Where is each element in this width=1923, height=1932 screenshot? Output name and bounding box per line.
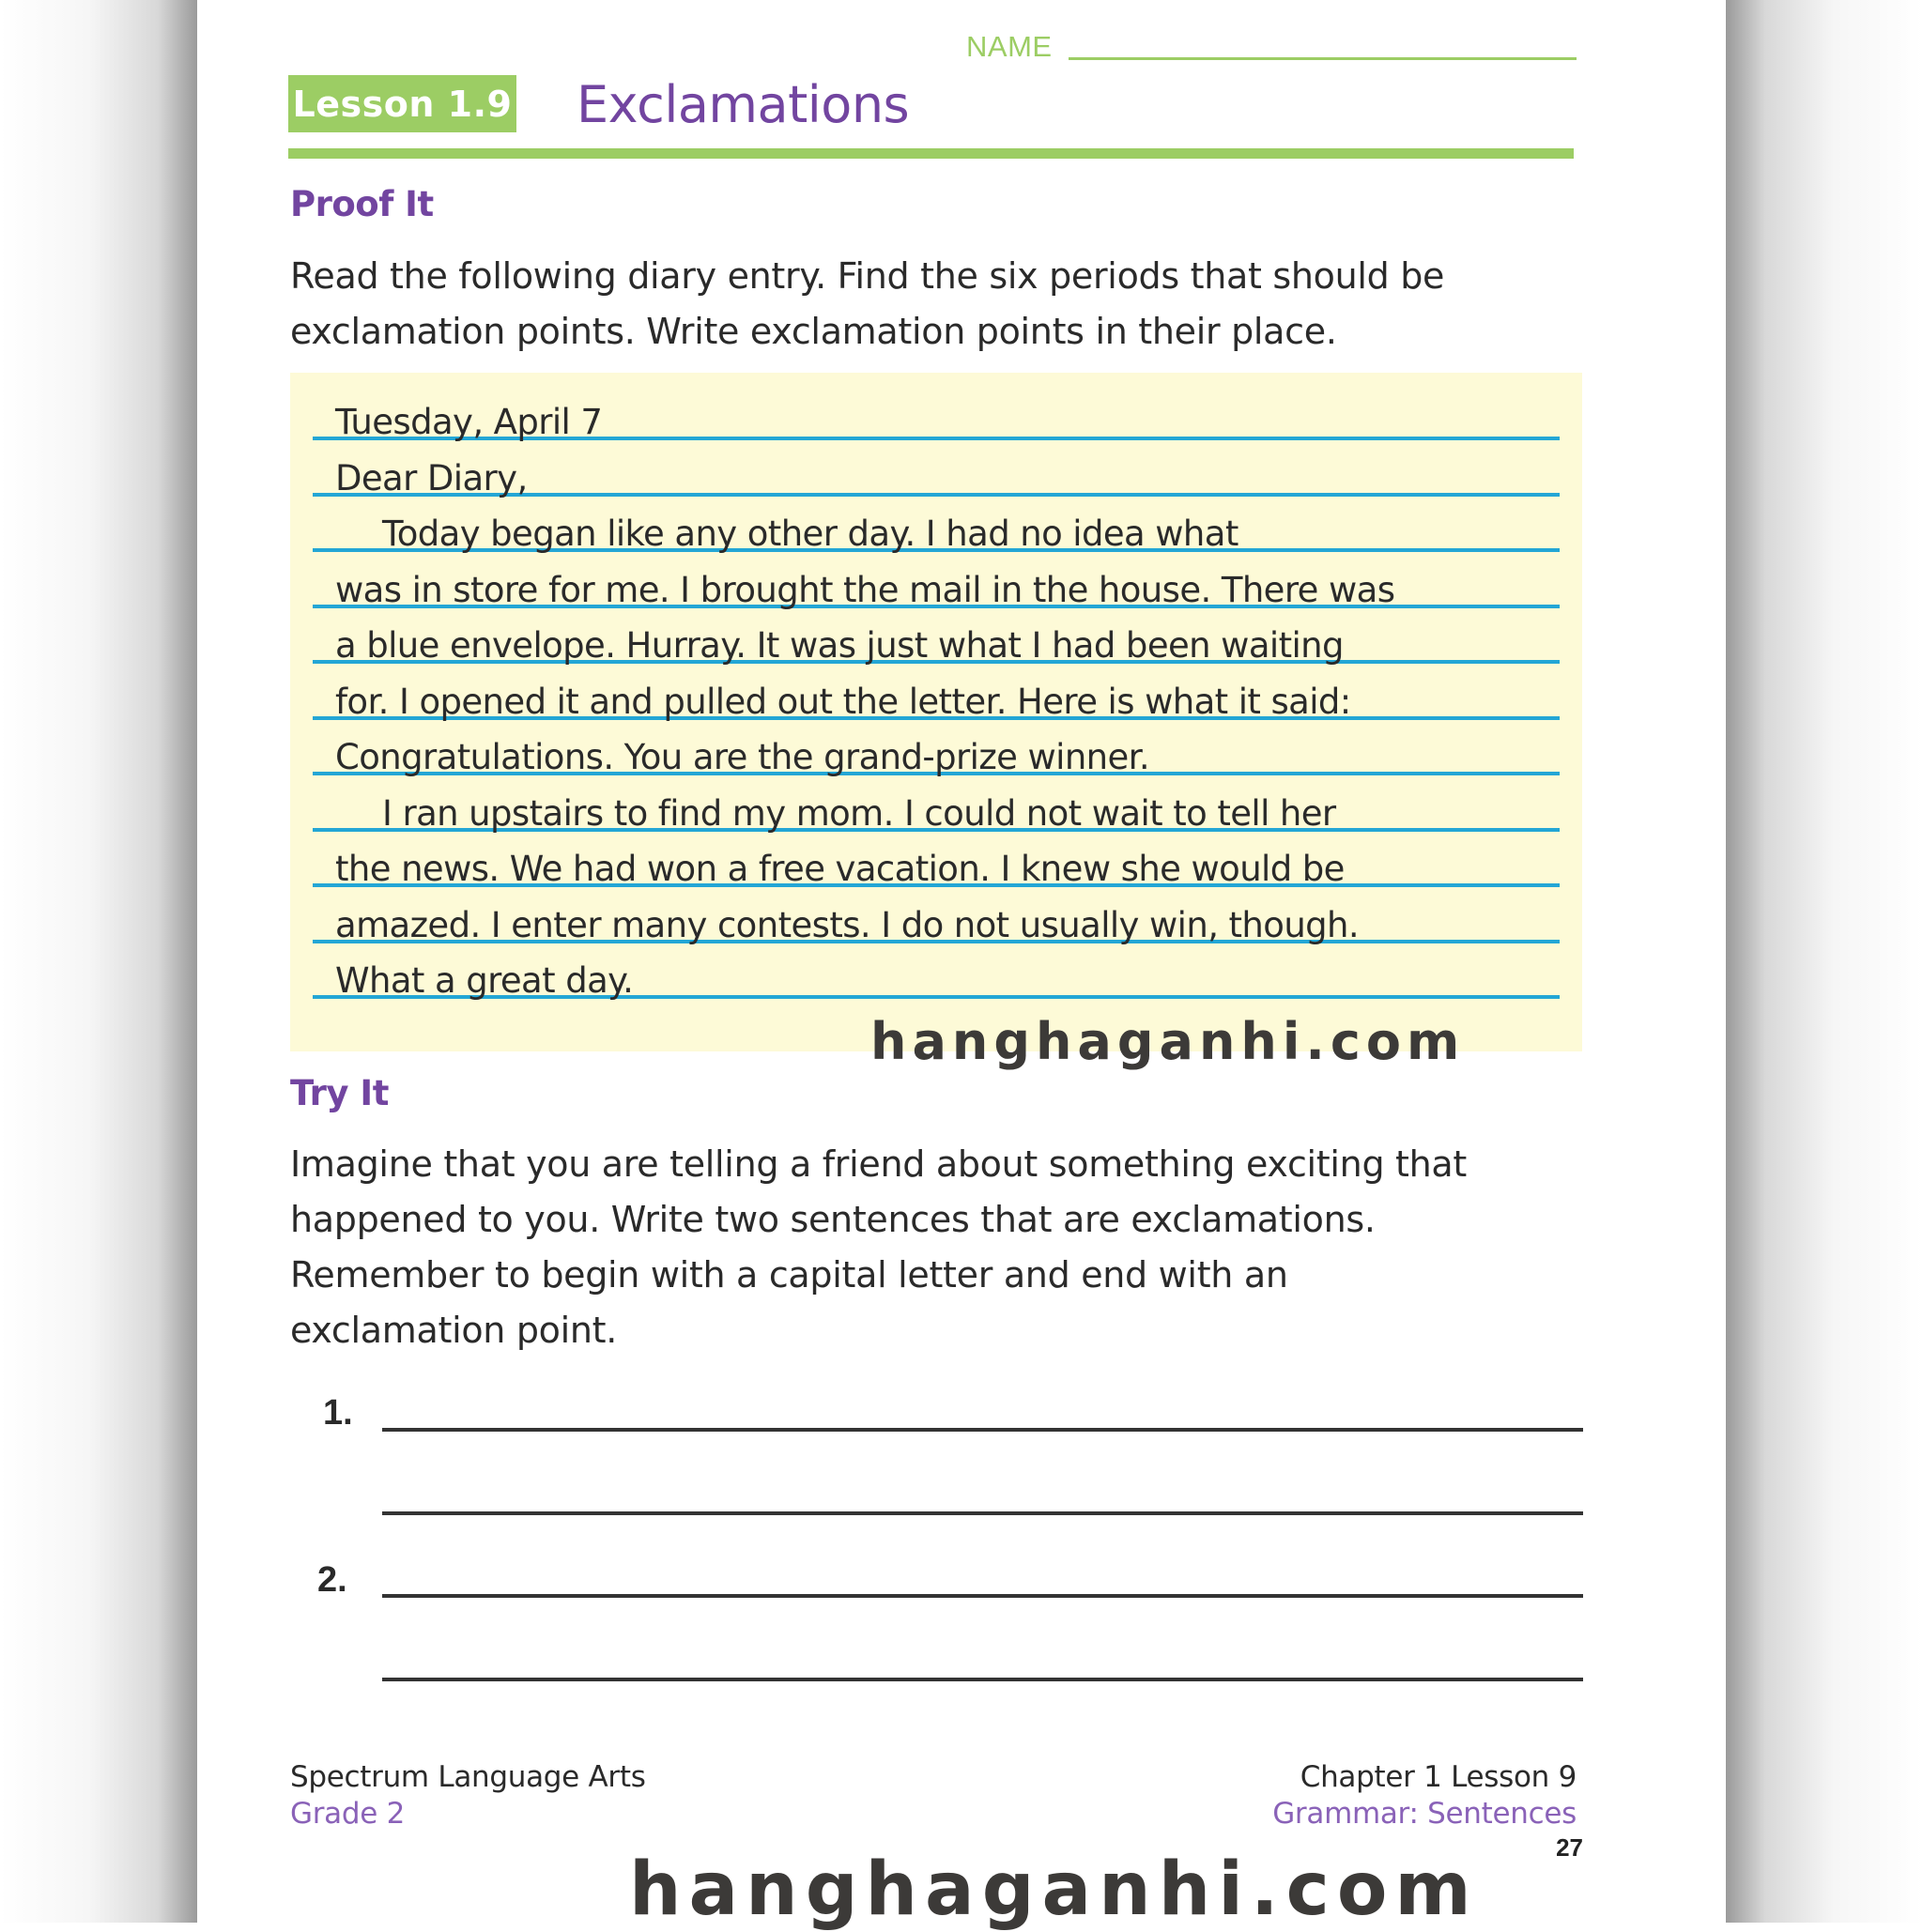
instruction-line: Imagine that you are telling a friend about something exciting that xyxy=(290,1143,1468,1185)
watermark: hanghaganhi.com xyxy=(629,1848,1479,1932)
name-field[interactable] xyxy=(1069,57,1577,60)
page-shadow-right xyxy=(1726,0,1923,1923)
diary-line-text: Dear Diary, xyxy=(335,457,528,498)
diary-line xyxy=(313,888,1560,943)
header-divider xyxy=(288,148,1574,159)
footer-grade: Grade 2 xyxy=(290,1797,405,1831)
diary-line xyxy=(313,497,1560,552)
answer-number-2: 2. xyxy=(317,1560,347,1600)
diary-line-text: for. I opened it and pulled out the letter. Here is what it said: xyxy=(335,681,1351,722)
instruction-line: Read the following diary entry. Find the six periods that should be xyxy=(290,255,1445,297)
diary-line xyxy=(313,441,1560,497)
footer-chapter-lesson: Chapter 1 Lesson 9 xyxy=(1300,1760,1577,1794)
page-shadow-left xyxy=(0,0,197,1923)
diary-line xyxy=(313,385,1560,440)
instruction-line: Remember to begin with a capital letter and end with an xyxy=(290,1254,1288,1296)
diary-line xyxy=(313,943,1560,999)
try-it-heading: Try It xyxy=(290,1073,389,1113)
footer-topic: Grammar: Sentences xyxy=(1272,1797,1577,1831)
diary-line xyxy=(313,720,1560,775)
name-label: NAME xyxy=(966,30,1053,63)
instruction-line: happened to you. Write two sentences that are exclamations. xyxy=(290,1199,1376,1240)
diary-line-text: the news. We had won a free vacation. I knew she would be xyxy=(335,849,1345,889)
instruction-line: exclamation points. Write exclamation points in their place. xyxy=(290,311,1337,352)
proof-it-heading: Proof It xyxy=(290,184,434,224)
diary-line xyxy=(313,608,1560,664)
answer-line-2a[interactable] xyxy=(382,1594,1583,1598)
diary-line-text: What a great day. xyxy=(335,960,634,1001)
diary-line xyxy=(313,832,1560,887)
footer-book-title: Spectrum Language Arts xyxy=(290,1760,646,1794)
page-number: 27 xyxy=(1556,1833,1583,1862)
diary-line-text: Tuesday, April 7 xyxy=(335,402,603,442)
diary-line-text: Today began like any other day. I had no idea what xyxy=(382,514,1238,554)
page-title: Exclamations xyxy=(577,75,910,134)
diary-line xyxy=(313,553,1560,608)
diary-line xyxy=(313,665,1560,720)
diary-line-text: was in store for me. I brought the mail in the house. There was xyxy=(335,569,1395,610)
answer-line-1a[interactable] xyxy=(382,1428,1583,1432)
diary-line-text: Congratulations. You are the grand-prize winner. xyxy=(335,737,1150,777)
try-it-instructions xyxy=(290,1137,1467,1358)
diary-line xyxy=(313,776,1560,832)
watermark: hanghaganhi.com xyxy=(870,1012,1466,1071)
answer-line-1b[interactable] xyxy=(382,1511,1583,1515)
diary-line-text: a blue envelope. Hurray. It was just what I had been waiting xyxy=(335,625,1344,666)
proof-it-instructions xyxy=(290,249,1444,360)
answer-line-2b[interactable] xyxy=(382,1678,1583,1681)
lesson-badge: Lesson 1.9 xyxy=(288,75,516,132)
instruction-line: exclamation point. xyxy=(290,1310,618,1351)
answer-number-1: 1. xyxy=(323,1393,353,1433)
diary-line-text: amazed. I enter many contests. I do not usually win, though. xyxy=(335,904,1360,945)
diary-line-text: I ran upstairs to find my mom. I could not wait to tell her xyxy=(382,792,1336,834)
